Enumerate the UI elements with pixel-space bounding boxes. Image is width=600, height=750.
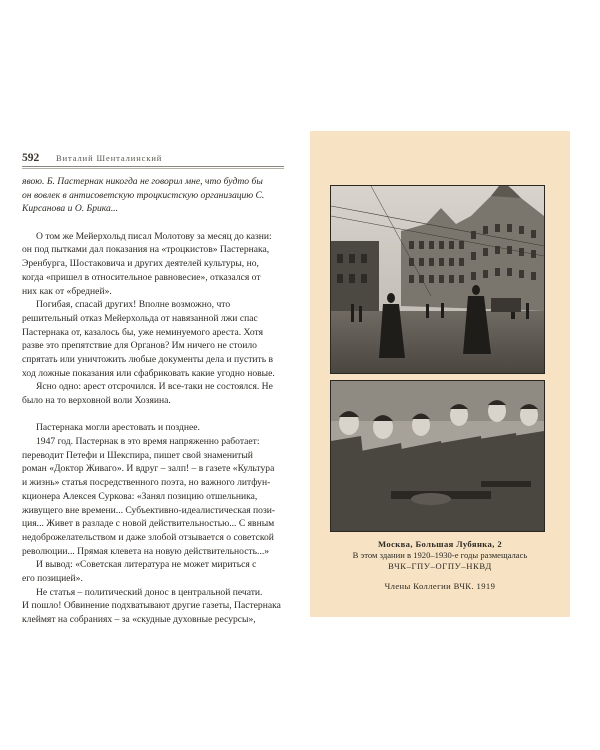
photo-lubyanka-image [331, 186, 544, 373]
caption-text: В этом здании в 1920–1930-е годы размещалась [352, 550, 528, 560]
running-header-author: Виталий Шенталинский [56, 153, 163, 163]
text-line: революции... Прямая клевета на новую действительность...» [22, 545, 270, 557]
text-line: Кирсанова и О. Брика... [22, 203, 119, 215]
text-line: явою. Б. Пастернак никогда не говорил мне, что будто бы [22, 176, 263, 187]
caption-subtitle: ВЧК–ГПУ–ОГПУ–НКВД [388, 561, 492, 571]
text-line: Ясно одно: арест отсрочился. И все-таки не состоялся. Не [36, 381, 273, 393]
text-line: когда «пришел в относительное равновесие», отказался от [22, 271, 261, 283]
body-text [22, 175, 284, 627]
text-line: его позицией». [22, 572, 83, 584]
text-line: было на то верховной воли Хозяина. [22, 395, 171, 406]
page-number: 592 [22, 152, 40, 164]
text-line: роман «Доктор Живаго». И вдруг – залп! – в газете «Культура [22, 463, 275, 475]
text-line: решительный отказ Мейерхольда от навязанной лжи спас [22, 312, 258, 324]
text-line: И пошло! Обвинение подхватывают другие газеты, Пастернака [22, 600, 281, 612]
text-line: кционера Алексея Суркова: «Занял позицию отшельника, [22, 490, 258, 502]
text-line: ция... Живет в разладе с новой действительностью... С явным [22, 518, 275, 530]
text-line: спрятать или уничтожить любые документы дела и пустить в [22, 353, 274, 365]
text-line: И вывод: «Советская литература не может мириться с [36, 559, 257, 571]
text-line: Не статья – политический донос в центральной печати. [36, 586, 263, 598]
text-line: Пастернака могли арестовать и позднее. [36, 422, 200, 434]
text-line: живущего вне времени... Субъективно-идеалистическая пози- [22, 504, 276, 516]
caption-members: Члены Коллегии ВЧК. 1919 [384, 581, 496, 591]
paragraph-gap [22, 408, 284, 422]
photo-lubyanka-street [330, 185, 545, 374]
text-line: 1947 год. Пастернак в это время напряженно работает: [36, 436, 260, 448]
text-line: переводит Петефи и Шекспира, пишет свой знаменитый [22, 449, 253, 461]
paragraph-gap [22, 216, 284, 230]
photo-vchk-collegium [330, 380, 545, 532]
text-line: них как от «бредней». [22, 285, 112, 297]
text-line: Погибая, спасай других! Вполне возможно, что [36, 299, 231, 311]
text-line: он под пытками дал показания на «троцкистов» Пастернака, [22, 244, 270, 256]
text-line: разве это препятствие для Органов? Им ничего не стоило [22, 340, 257, 352]
photo-vchk-image [331, 381, 544, 531]
caption-title: Москва, Большая Лубянка, 2 [377, 539, 503, 549]
text-line: и жизнь» статья посредственного поэта, но важного литфун- [22, 477, 271, 489]
text-line: Пастернака от, казалось бы, уже неминуемого ареста. Хотя [22, 326, 263, 338]
header-rule-secondary [22, 168, 284, 169]
text-line: он вовлек в антисоветскую троцкистскую организацию С. [22, 189, 265, 201]
text-line: недоброжелательством и даже злобой отзывается о советской [22, 531, 274, 543]
text-line: ход ложные показания или сфабриковать какие угодно новые. [22, 367, 275, 379]
header-rule [22, 166, 284, 167]
text-line: Эренбурга, Шостаковича и других деятелей культуры, но, [22, 258, 259, 270]
text-line: О том же Мейерхольд писал Молотову за месяц до казни: [36, 230, 272, 242]
text-line: клеймят на собраниях – за «скудные духовные ресурсы», [22, 614, 256, 625]
